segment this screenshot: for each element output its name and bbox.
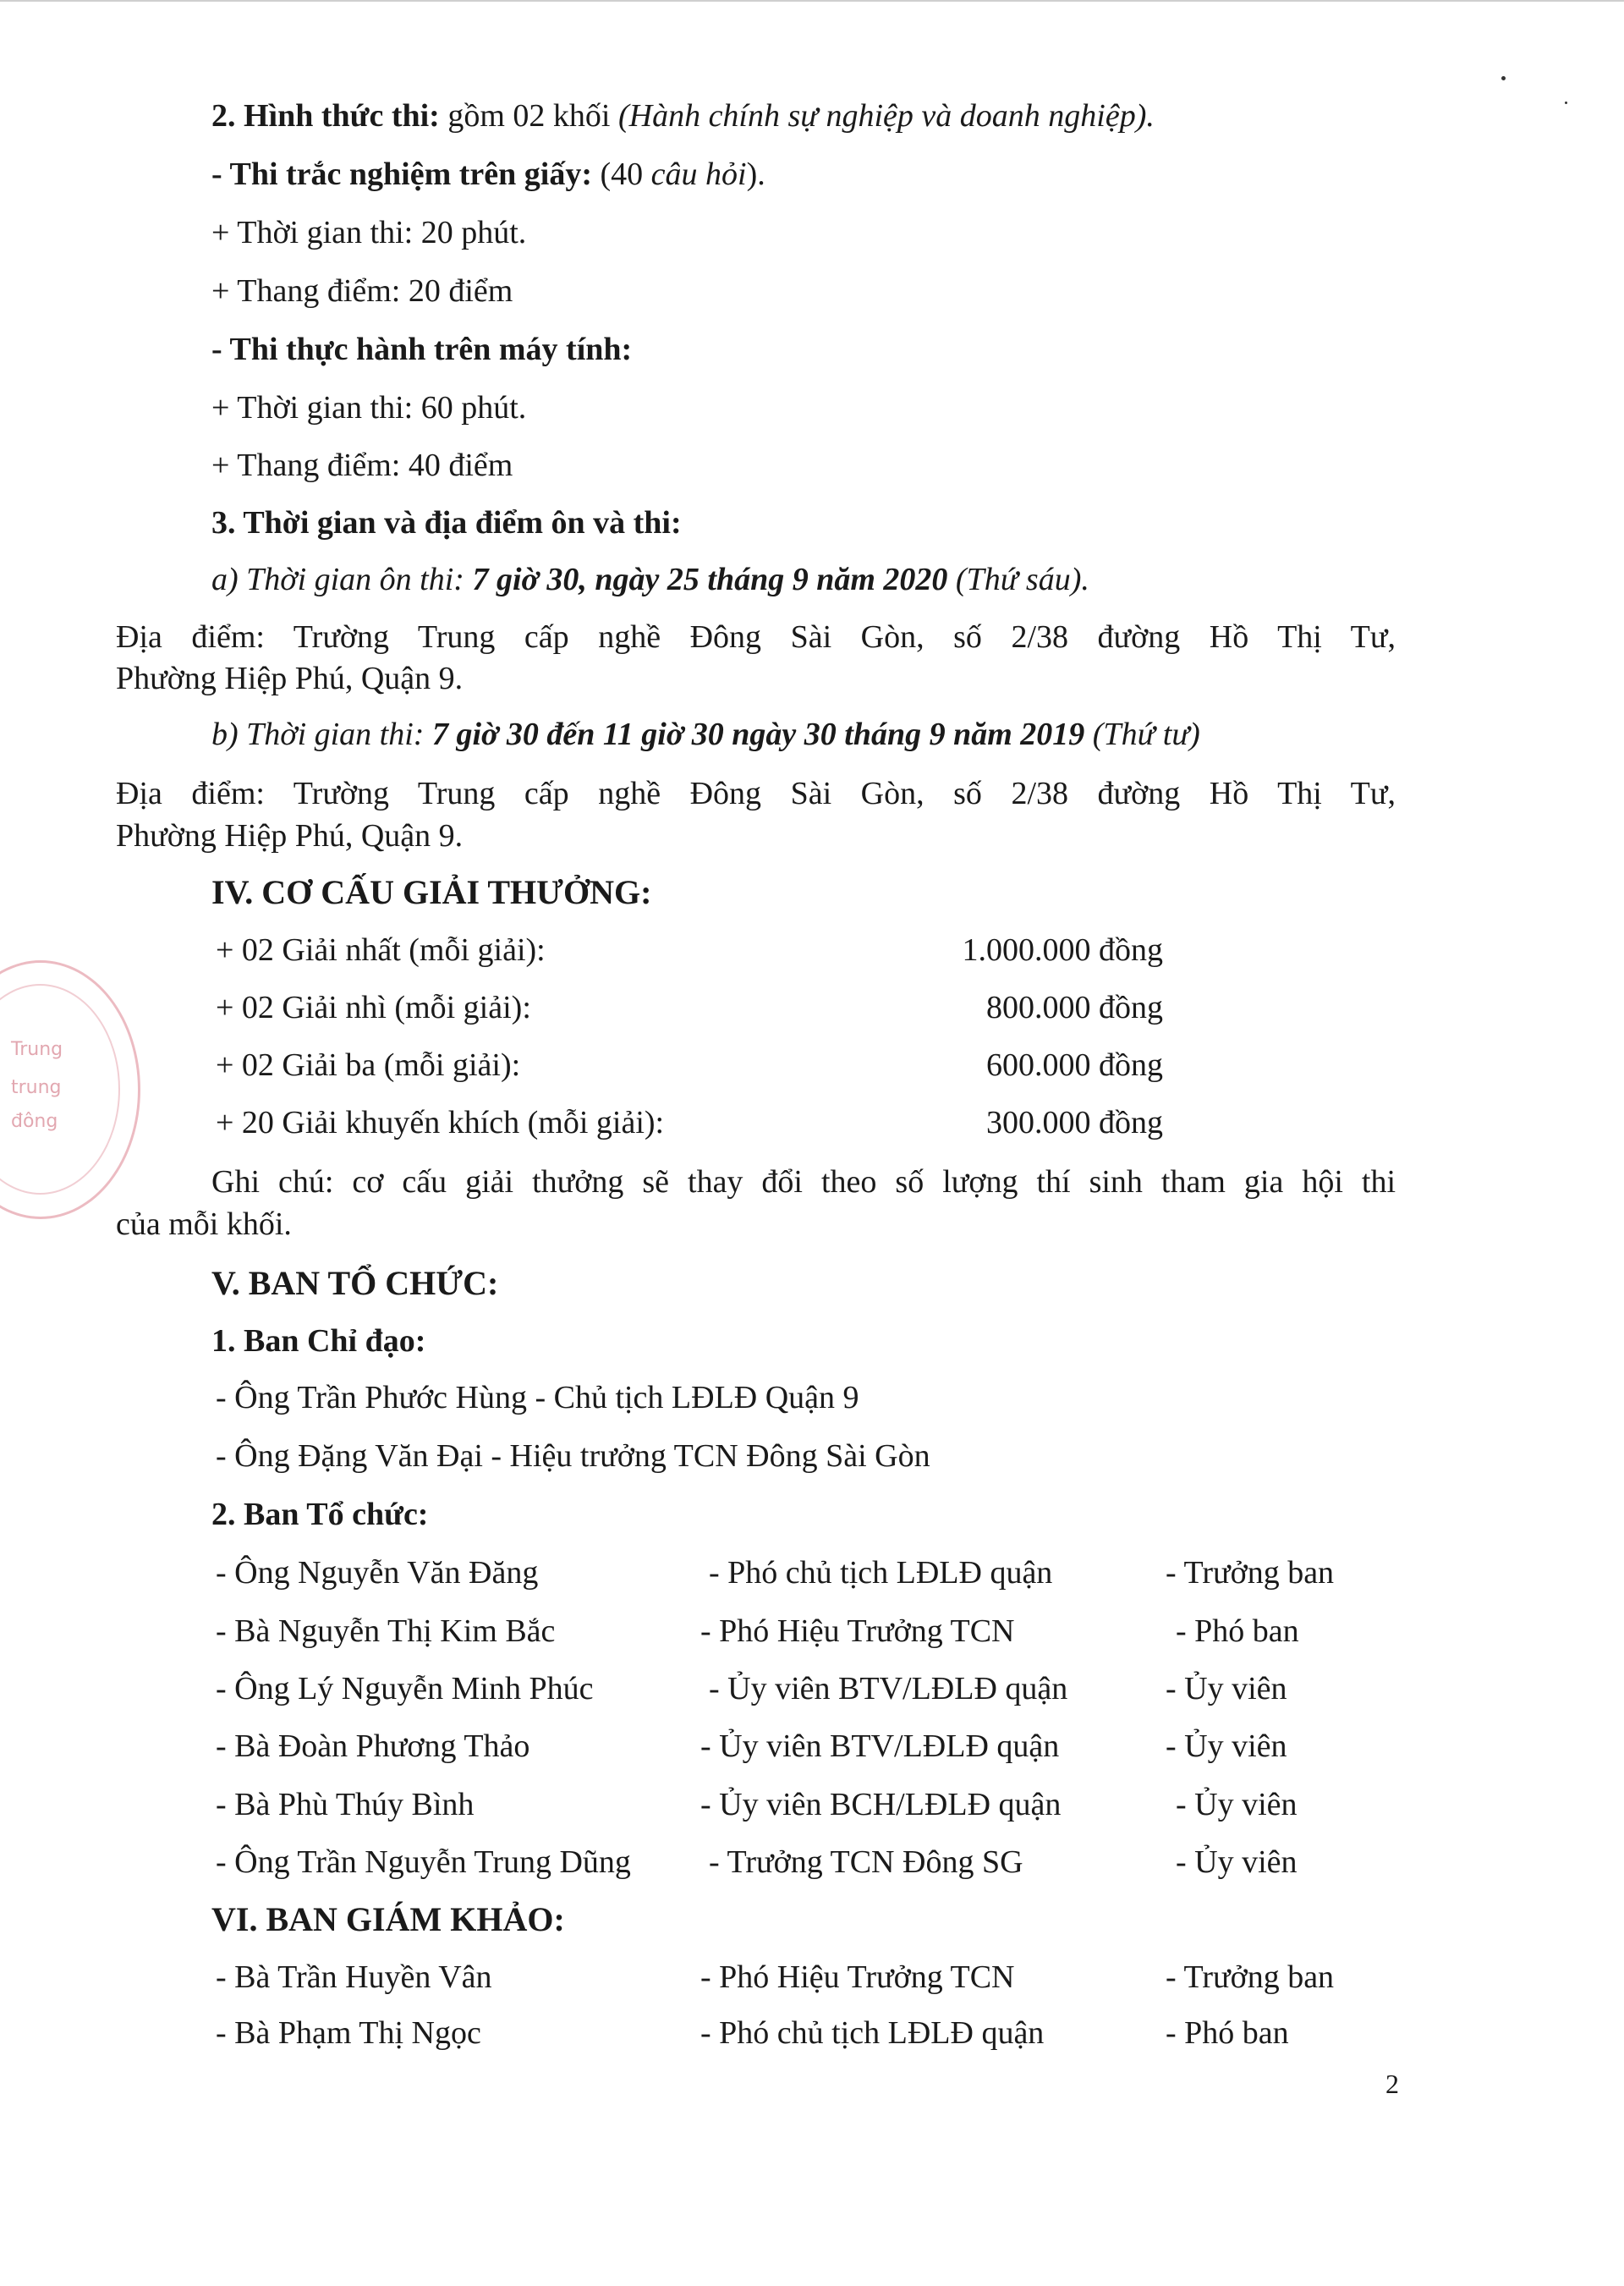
scan-speck xyxy=(1501,76,1506,80)
review-place-line-2: Phường Hiệp Phú, Quận 9. xyxy=(116,661,464,696)
review-time-prefix: a) Thời gian ôn thi: xyxy=(211,562,473,597)
steering-member: - Ông Trần Phước Hùng - Chủ tịch LĐLĐ Quận 9 xyxy=(216,1380,859,1415)
org-heading: 2. Ban Tổ chức: xyxy=(211,1497,429,1532)
steering-member: - Ông Đặng Văn Đại - Hiệu trưởng TCN Đông Sài Gòn xyxy=(216,1438,930,1474)
prize-amount: 800.000 đồng xyxy=(986,990,1163,1025)
section-3-heading: 3. Thời gian và địa điểm ôn và thi: xyxy=(211,505,682,541)
steering-heading: 1. Ban Chỉ đạo: xyxy=(211,1323,426,1359)
review-time-suffix: (Thứ sáu). xyxy=(947,562,1089,597)
prize-amount: 1.000.000 đồng xyxy=(962,932,1163,968)
org-member-role: - Trưởng ban xyxy=(1166,1555,1335,1591)
org-member-name: - Ông Lý Nguyễn Minh Phúc xyxy=(216,1671,594,1706)
exam-time-prefix: b) Thời gian thi: xyxy=(211,717,432,752)
paper-test-text: (40 xyxy=(591,157,651,192)
section-vi-heading: VI. BAN GIÁM KHẢO: xyxy=(211,1900,565,1938)
exam-time-value: 7 giờ 30 đến 11 giờ 30 ngày 30 tháng 9 năm 2019 xyxy=(431,717,1085,752)
org-member-role: - Phó ban xyxy=(1176,1613,1299,1649)
computer-time: + Thời gian thi: 60 phút. xyxy=(211,390,527,426)
org-member-role: - Ủy viên xyxy=(1166,1728,1287,1764)
computer-score: + Thang điểm: 40 điểm xyxy=(211,448,513,483)
judge-position: - Phó chủ tịch LĐLĐ quận xyxy=(700,2015,1045,2051)
org-member-position: - Phó Hiệu Trưởng TCN xyxy=(700,1613,1015,1649)
paper-time: + Thời gian thi: 20 phút. xyxy=(211,215,527,250)
scan-edge xyxy=(0,0,1624,2)
org-member-position: - Phó chủ tịch LĐLĐ quận xyxy=(709,1555,1053,1591)
exam-time-suffix: (Thứ tư) xyxy=(1084,717,1200,752)
judge-position: - Phó Hiệu Trưởng TCN xyxy=(700,1959,1015,1995)
review-place-line-1: Địa điểm: Trường Trung cấp nghề Đông Sài Gòn, số 2/38 đường Hồ Thị Tư, xyxy=(116,619,1396,655)
prize-label: + 02 Giải nhất (mỗi giải): xyxy=(216,932,546,968)
judge-name: - Bà Trần Huyền Vân xyxy=(216,1959,492,1995)
page-number: 2 xyxy=(1385,2069,1399,2099)
org-member-role: - Ủy viên xyxy=(1166,1671,1287,1706)
prize-amount: 300.000 đồng xyxy=(986,1105,1163,1140)
paper-test-italic: câu hỏi xyxy=(650,157,747,192)
judge-name: - Bà Phạm Thị Ngọc xyxy=(216,2015,481,2051)
prize-label: + 02 Giải ba (mỗi giải): xyxy=(216,1047,521,1083)
section-v-heading: V. BAN TỔ CHỨC: xyxy=(211,1264,499,1302)
prize-label: + 20 Giải khuyến khích (mỗi giải): xyxy=(216,1105,665,1140)
review-time-value: 7 giờ 30, ngày 25 tháng 9 năm 2020 xyxy=(472,562,948,597)
red-seal-stamp: Trung trung đông xyxy=(0,960,140,1219)
section-iv-heading: IV. CƠ CẤU GIẢI THƯỞNG: xyxy=(211,873,652,911)
org-member-name: - Ông Trần Nguyễn Trung Dũng xyxy=(216,1844,631,1880)
prize-note-line-1: Ghi chú: cơ cấu giải thưởng sẽ thay đổi theo số lượng thí sinh tham gia hội thi xyxy=(211,1164,1396,1200)
section-2-italic: (Hành chính sự nghiệp và doanh nghiệp). xyxy=(617,98,1155,134)
org-member-name: - Bà Phù Thúy Bình xyxy=(216,1787,475,1822)
org-member-position: - Trưởng TCN Đông SG xyxy=(709,1844,1023,1880)
paper-test-line xyxy=(211,153,765,195)
exam-place-line-1: Địa điểm: Trường Trung cấp nghề Đông Sài Gòn, số 2/38 đường Hồ Thị Tư, xyxy=(116,776,1396,811)
org-member-role: - Ủy viên xyxy=(1176,1787,1298,1822)
org-member-position: - Ủy viên BTV/LĐLĐ quận xyxy=(709,1671,1068,1706)
org-member-position: - Ủy viên BTV/LĐLĐ quận xyxy=(700,1728,1060,1764)
org-member-role: - Ủy viên xyxy=(1176,1844,1298,1880)
computer-test-label: - Thi thực hành trên máy tính: xyxy=(211,332,633,367)
org-member-position: - Ủy viên BCH/LĐLĐ quận xyxy=(700,1787,1062,1822)
paper-score: + Thang điểm: 20 điểm xyxy=(211,273,513,309)
prize-note-line-2: của mỗi khối. xyxy=(116,1206,292,1242)
org-member-name: - Bà Nguyễn Thị Kim Bắc xyxy=(216,1613,556,1649)
section-2-text: gồm 02 khối xyxy=(439,98,618,134)
scan-speck xyxy=(1565,102,1567,104)
paper-test-label: - Thi trắc nghiệm trên giấy: xyxy=(211,157,592,192)
judge-role: - Trưởng ban xyxy=(1166,1959,1335,1995)
review-time-line xyxy=(211,558,1089,601)
exam-place-line-2: Phường Hiệp Phú, Quận 9. xyxy=(116,818,464,854)
section-2-heading: 2. Hình thức thi: xyxy=(211,98,440,134)
section-2-heading-line xyxy=(211,95,1155,137)
exam-time-line xyxy=(211,713,1200,756)
org-member-name: - Ông Nguyễn Văn Đăng xyxy=(216,1555,539,1591)
judge-role: - Phó ban xyxy=(1166,2015,1289,2051)
prize-amount: 600.000 đồng xyxy=(986,1047,1163,1083)
prize-label: + 02 Giải nhì (mỗi giải): xyxy=(216,990,531,1025)
paper-test-end: ). xyxy=(746,157,765,192)
org-member-name: - Bà Đoàn Phương Thảo xyxy=(216,1728,530,1764)
